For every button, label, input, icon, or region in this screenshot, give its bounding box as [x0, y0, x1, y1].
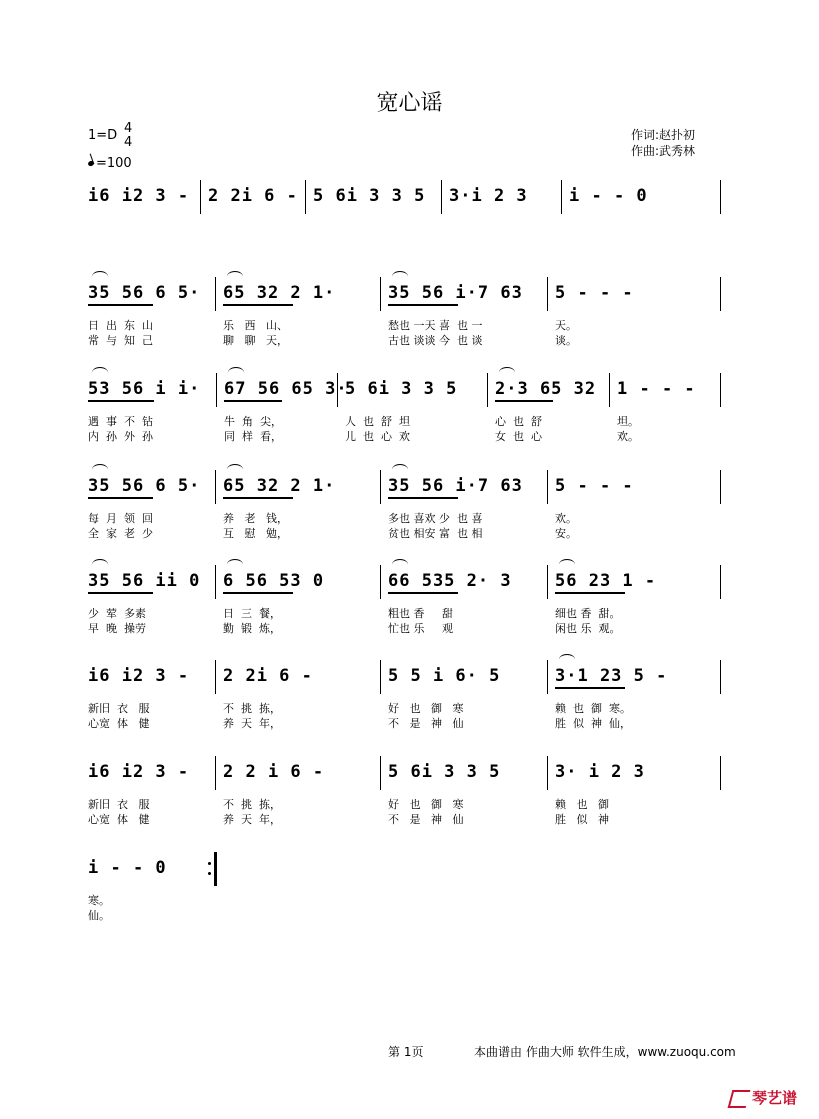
barline	[487, 373, 488, 407]
lyric-verse-1: 人 也 舒 坦	[345, 415, 410, 428]
score-line	[0, 470, 819, 540]
beam-line	[388, 497, 458, 499]
beam-line	[88, 592, 153, 594]
time-signature	[124, 122, 132, 150]
slur-arc	[559, 654, 575, 665]
measure-notes: 2 2i 6 -	[208, 186, 298, 206]
measure-notes: 35 56 6 5·	[88, 476, 201, 496]
barline	[720, 373, 721, 407]
lyric-verse-2: 内 孙 外 孙	[88, 430, 153, 443]
score-line	[0, 373, 819, 443]
lyric-verse-1: 好 也 御 寒	[388, 798, 464, 811]
page-number: 第 1页	[388, 1045, 424, 1059]
lyric-verse-1: 好 也 御 寒	[388, 702, 464, 715]
lyricist: 作词:赵扑初	[631, 128, 696, 142]
lyric-verse-1: 多也 喜欢 少 也 喜	[388, 512, 483, 525]
beam-line	[224, 400, 282, 402]
measure-notes: 5 6i 3 3 5	[313, 186, 426, 206]
barline	[441, 180, 442, 214]
measure-notes: 5 - - -	[555, 283, 634, 303]
measure-notes: 35 56 6 5·	[88, 283, 201, 303]
tempo-value: =100	[96, 156, 132, 171]
barline	[380, 660, 381, 694]
lyric-verse-1: 每 月 领 回	[88, 512, 153, 525]
score-line	[0, 756, 819, 826]
key-signature: 1=D	[88, 128, 118, 143]
lyric-verse-1: 少 荤 多素	[88, 607, 146, 620]
measure-notes: 5 6i 3 3 5	[345, 379, 458, 399]
beam-line	[88, 497, 153, 499]
barline	[720, 660, 721, 694]
slur-arc	[92, 559, 108, 570]
lyric-verse-2: 不 是 神 仙	[388, 717, 464, 730]
lyric-verse-1: 欢。	[555, 512, 577, 525]
slur-arc	[92, 271, 108, 282]
lyric-verse-1: 心 也 舒	[495, 415, 542, 428]
time-sig-bottom: 4	[124, 135, 133, 150]
lyric-verse-2: 勤 锻 炼，	[223, 622, 281, 635]
lyric-verse-1: 赖 也 御 寒。	[555, 702, 631, 715]
repeat-dot	[208, 862, 211, 865]
lyric-verse-1: 养 老 钱，	[223, 512, 288, 525]
lyric-verse-2: 儿 也 心 欢	[345, 430, 410, 443]
logo-icon	[728, 1090, 751, 1108]
measure-notes: 35 56 i·7 63	[388, 283, 523, 303]
repeat-dot	[208, 872, 211, 875]
measure-notes: 5 6i 3 3 5	[388, 762, 501, 782]
barline	[547, 565, 548, 599]
measure-notes: 65 32 2 1·	[223, 283, 336, 303]
slur-arc	[227, 559, 243, 570]
barline	[200, 180, 201, 214]
measure-notes: 53 56 i i·	[88, 379, 201, 399]
barline	[380, 277, 381, 311]
lyric-verse-1: 天。	[555, 319, 577, 332]
barline	[720, 277, 721, 311]
barline	[609, 373, 610, 407]
barline	[547, 756, 548, 790]
measure-notes: 3· i 2 3	[555, 762, 645, 782]
lyric-verse-2: 古也 谈谈 今 也 谈	[388, 334, 483, 347]
barline	[215, 660, 216, 694]
lyric-verse-1: 不 挑 拣，	[223, 798, 281, 811]
logo-text: 琴艺谱	[752, 1089, 798, 1107]
credits	[631, 127, 695, 159]
measure-notes: 35 56 ii 0	[88, 571, 201, 591]
lyric-verse-1: 日 出 东 山	[88, 319, 153, 332]
barline	[720, 180, 721, 214]
tempo-marking	[88, 156, 132, 171]
barline	[215, 565, 216, 599]
measure-notes: 5 5 i 6· 5	[388, 666, 501, 686]
barline	[215, 277, 216, 311]
beam-line	[223, 304, 293, 306]
lyric-verse-2: 心宽 体 健	[88, 717, 150, 730]
lyric-verse-1: 赖 也 御	[555, 798, 609, 811]
lyric-verse-2: 互 慰 勉，	[223, 527, 288, 540]
measure-notes: 67 56 65 3·	[224, 379, 348, 399]
score-line	[0, 852, 819, 922]
lyric-verse-2: 安。	[555, 527, 577, 540]
lyric-verse-1: 新旧 衣 服	[88, 702, 150, 715]
barline	[215, 470, 216, 504]
measure-notes: i6 i2 3 -	[88, 762, 190, 782]
composer: 作曲:武秀林	[631, 144, 696, 158]
lyric-verse-1: 新旧 衣 服	[88, 798, 150, 811]
slur-arc	[227, 271, 243, 282]
lyric-verse-1: 遇 事 不 钻	[88, 415, 153, 428]
slur-arc	[392, 271, 408, 282]
quarter-note-icon	[87, 160, 94, 167]
slur-arc	[392, 464, 408, 475]
footer-credit: 本曲谱由 作曲大师 软件生成，www.zuoqu.com	[474, 1045, 736, 1059]
lyric-verse-1: 乐 西 山、	[223, 319, 288, 332]
score-line	[0, 660, 819, 730]
slur-arc	[392, 559, 408, 570]
lyric-verse-1: 坦。	[617, 415, 639, 428]
measure-notes: 2 2 i 6 -	[223, 762, 325, 782]
site-logo	[730, 1087, 797, 1108]
barline	[547, 277, 548, 311]
end-repeat-barline	[214, 852, 217, 886]
lyric-verse-1: 日 三 餐，	[223, 607, 281, 620]
barline	[215, 756, 216, 790]
beam-line	[88, 400, 154, 402]
score-line	[0, 277, 819, 347]
lyric-verse-2: 不 是 神 仙	[388, 813, 464, 826]
time-sig-top: 4	[124, 121, 133, 136]
barline	[380, 756, 381, 790]
measure-notes: i - - 0	[88, 858, 167, 878]
beam-line	[495, 400, 553, 402]
slur-arc	[227, 464, 243, 475]
lyric-verse-2: 闲也 乐 观。	[555, 622, 621, 635]
score-line	[0, 180, 819, 224]
lyric-verse-2: 胜 似 神 仙，	[555, 717, 631, 730]
lyric-verse-1: 不 挑 拣，	[223, 702, 281, 715]
barline	[720, 756, 721, 790]
beam-line	[223, 592, 293, 594]
barline	[720, 565, 721, 599]
measure-notes: 3·i 2 3	[449, 186, 528, 206]
lyric-verse-2: 贫也 相安 富 也 相	[388, 527, 483, 540]
beam-line	[388, 304, 458, 306]
barline	[547, 470, 548, 504]
measure-notes: 5 - - -	[555, 476, 634, 496]
song-title: 宽心谣	[376, 91, 443, 116]
lyric-verse-2: 聊 聊 天，	[223, 334, 288, 347]
lyric-verse-2: 全 家 老 少	[88, 527, 153, 540]
measure-notes: i - - 0	[569, 186, 648, 206]
lyric-verse-2: 欢。	[617, 430, 639, 443]
measure-notes: 3·1 23 5 -	[555, 666, 668, 686]
measure-notes: i6 i2 3 -	[88, 666, 190, 686]
lyric-verse-2: 忙也 乐 观	[388, 622, 453, 635]
lyric-verse-2: 女 也 心	[495, 430, 542, 443]
score-line	[0, 565, 819, 635]
lyric-verse-1: 愁也 一天 喜 也 一	[388, 319, 483, 332]
lyric-verse-2: 养 天 年，	[223, 717, 281, 730]
lyric-verse-1: 粗也 香 甜	[388, 607, 453, 620]
measure-notes: 6 56 53 0	[223, 571, 325, 591]
measure-notes: 66 535 2· 3	[388, 571, 512, 591]
lyric-verse-2: 同 样 看，	[224, 430, 282, 443]
measure-notes: 56 23 1 -	[555, 571, 657, 591]
beam-line	[555, 592, 625, 594]
slur-arc	[92, 367, 108, 378]
beam-line	[88, 304, 153, 306]
lyric-verse-1: 牛 角 尖，	[224, 415, 282, 428]
measure-notes: i6 i2 3 -	[88, 186, 190, 206]
lyric-verse-2: 胜 似 神	[555, 813, 609, 826]
barline	[547, 660, 548, 694]
barline	[380, 470, 381, 504]
barline	[720, 470, 721, 504]
lyric-verse-2: 早 晚 操劳	[88, 622, 146, 635]
lyric-verse-2: 养 天 年，	[223, 813, 281, 826]
measure-notes: 1 - - -	[617, 379, 696, 399]
measure-notes: 65 32 2 1·	[223, 476, 336, 496]
barline	[305, 180, 306, 214]
beam-line	[555, 687, 625, 689]
slur-arc	[228, 367, 244, 378]
lyric-verse-2: 常 与 知 己	[88, 334, 153, 347]
lyric-verse-1: 细也 香 甜。	[555, 607, 621, 620]
lyric-verse-1: 寒。	[88, 894, 110, 907]
beam-line	[223, 497, 293, 499]
measure-notes: 2·3 65 32	[495, 379, 597, 399]
slur-arc	[499, 367, 515, 378]
beam-line	[388, 592, 458, 594]
slur-arc	[92, 464, 108, 475]
barline	[380, 565, 381, 599]
barline	[216, 373, 217, 407]
barline	[561, 180, 562, 214]
slur-arc	[559, 559, 575, 570]
lyric-verse-2: 心宽 体 健	[88, 813, 150, 826]
lyric-verse-2: 谈。	[555, 334, 577, 347]
measure-notes: 2 2i 6 -	[223, 666, 313, 686]
measure-notes: 35 56 i·7 63	[388, 476, 523, 496]
lyric-verse-2: 仙。	[88, 909, 110, 922]
